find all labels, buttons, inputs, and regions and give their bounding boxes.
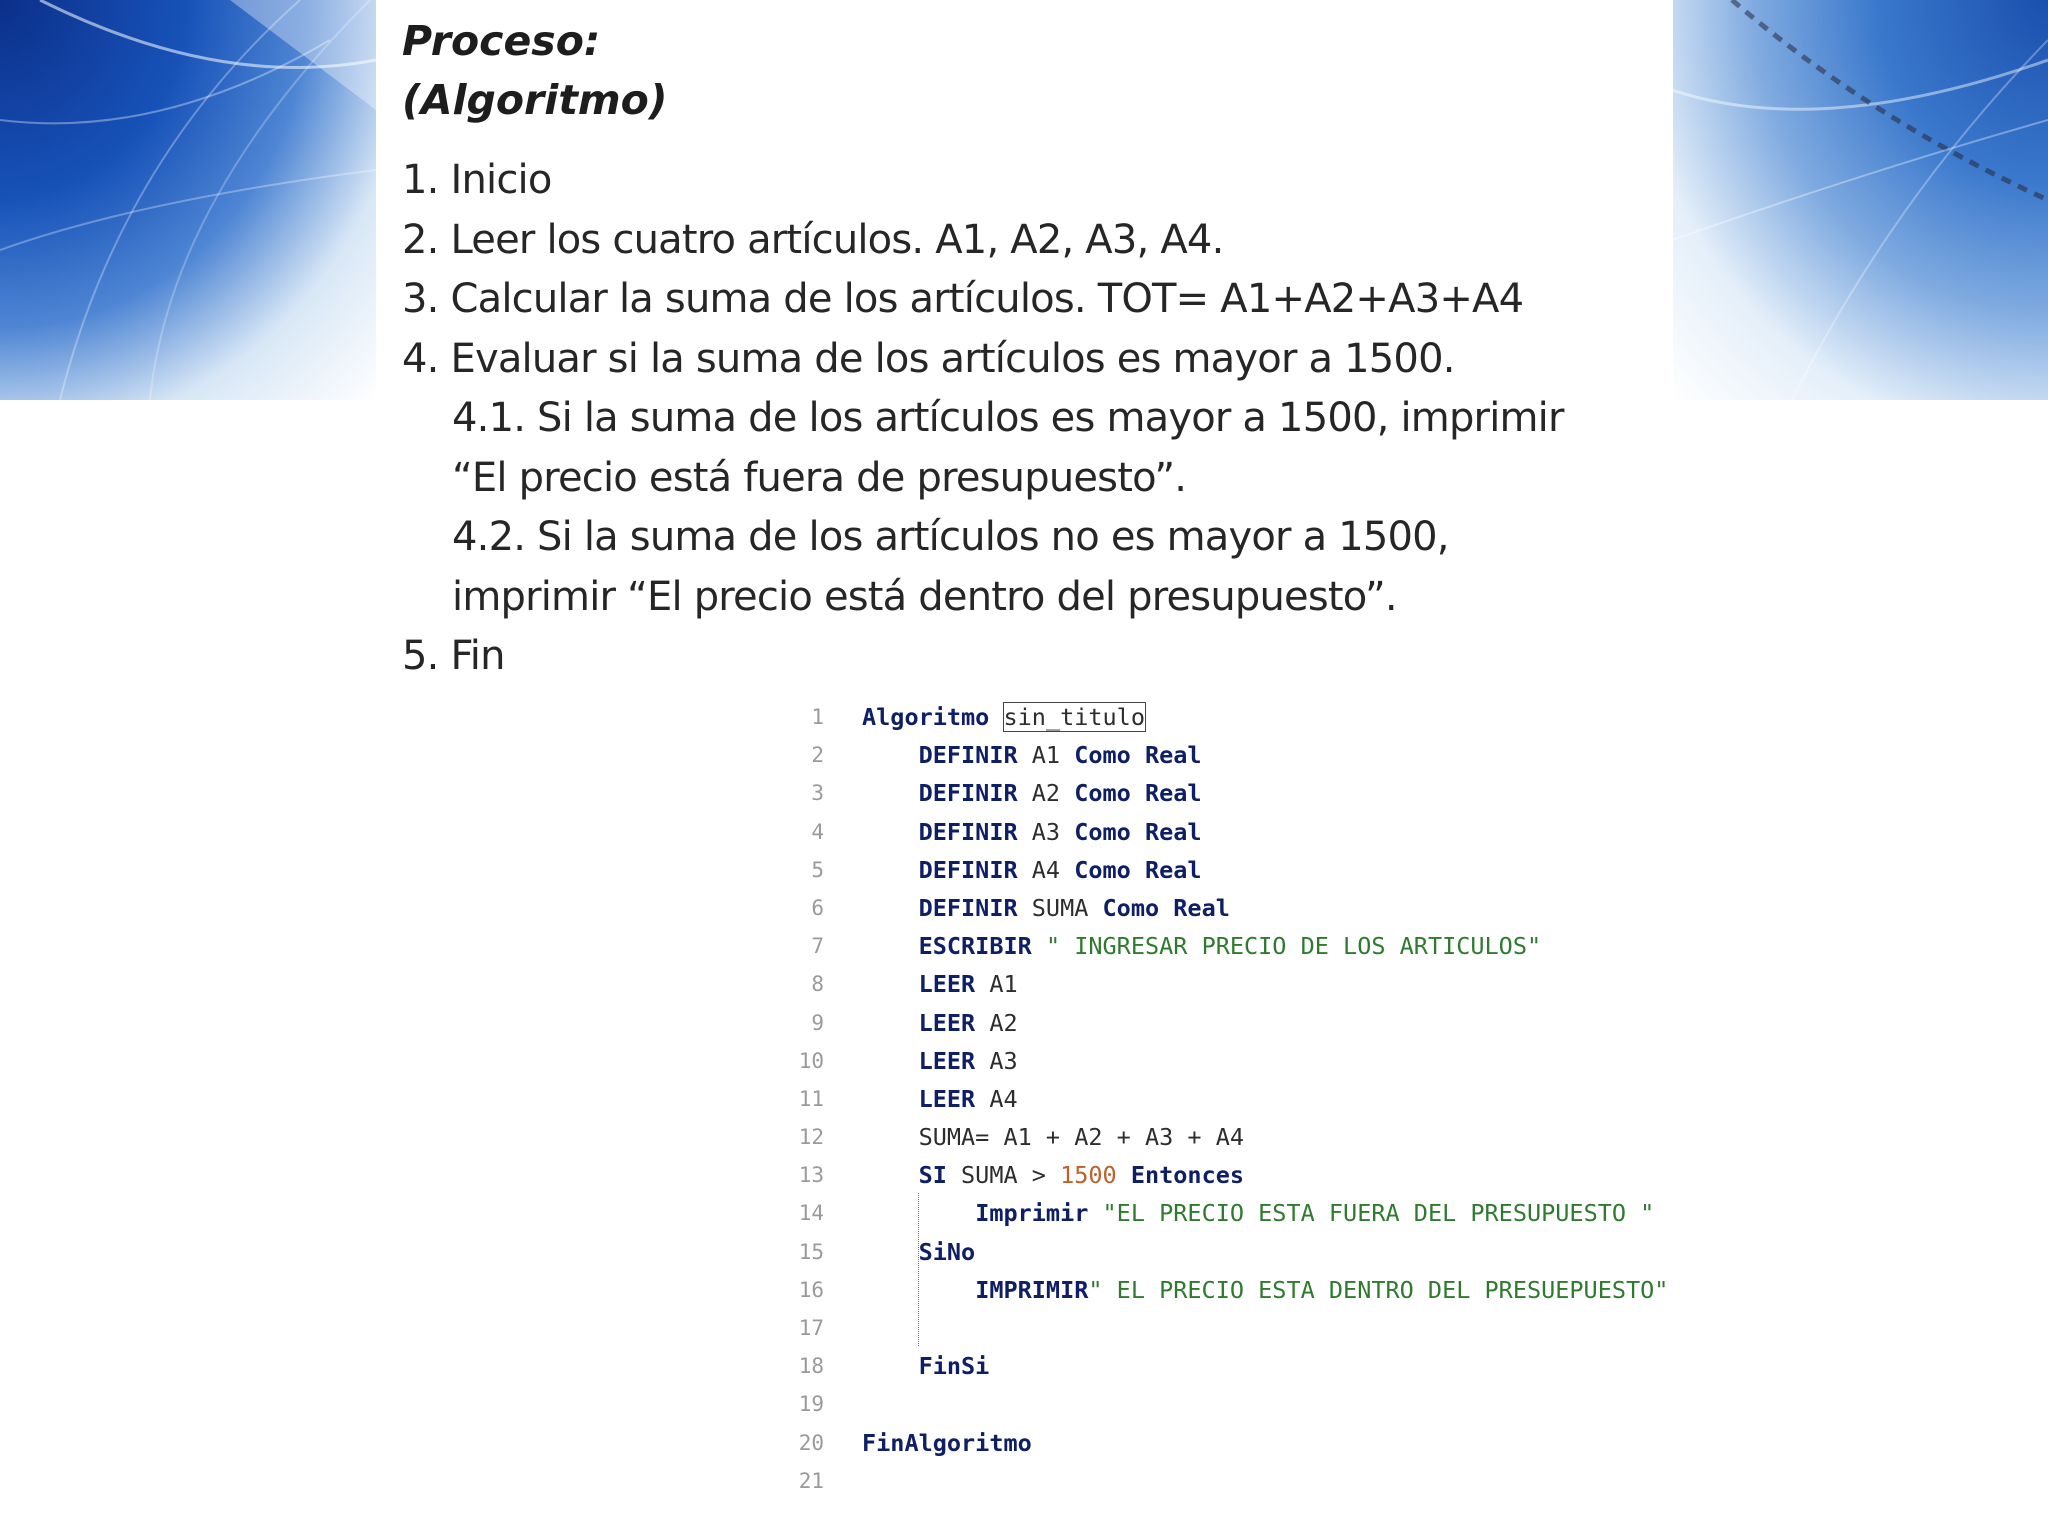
code-text	[862, 1271, 1668, 1309]
code-token	[862, 1085, 919, 1113]
keyword-token: Imprimir	[975, 1199, 1089, 1228]
line-number: 2	[811, 743, 824, 768]
keyword-token: ESCRIBIR	[918, 932, 1032, 961]
keyword-token: Como Real	[1074, 779, 1202, 808]
keyword-token: FinAlgoritmo	[862, 1428, 1032, 1457]
code-token	[862, 1238, 919, 1266]
code-line	[790, 813, 1690, 851]
code-token: A2	[975, 1008, 1018, 1037]
slide-title	[402, 12, 668, 130]
step-line: 1. Inicio	[402, 157, 552, 203]
keyword-token: DEFINIR	[918, 779, 1018, 808]
keyword-token: Como Real	[1074, 855, 1202, 884]
keyword-token: DEFINIR	[918, 855, 1018, 884]
step-line: 3. Calcular la suma de los artículos. TOT= A1+A2+A3+A4	[402, 276, 1524, 322]
code-token: SUMA >	[946, 1161, 1061, 1190]
title-line: Proceso:	[402, 17, 601, 65]
globe-graphic	[0, 0, 376, 400]
code-text	[862, 1347, 989, 1385]
line-number: 10	[798, 1048, 824, 1073]
code-token	[1088, 1199, 1102, 1227]
line-number: 3	[811, 781, 824, 806]
line-number: 15	[798, 1239, 824, 1264]
code-line	[790, 1424, 1690, 1462]
code-text	[862, 1042, 1018, 1080]
code-token	[862, 856, 919, 884]
code-text	[862, 698, 1145, 736]
code-line	[790, 927, 1690, 965]
code-line	[790, 889, 1690, 927]
code-token: SUMA= A1 + A2 + A3 + A4	[862, 1123, 1245, 1152]
code-line	[790, 965, 1690, 1003]
code-token	[1032, 932, 1046, 960]
code-line	[790, 1347, 1690, 1385]
code-token	[862, 1352, 919, 1380]
code-line	[790, 1004, 1690, 1042]
number-token: 1500	[1060, 1161, 1117, 1190]
code-token	[862, 779, 919, 807]
code-token	[1117, 1161, 1131, 1189]
chain-graphic	[1672, 0, 2048, 400]
line-number: 18	[798, 1354, 824, 1379]
code-token	[862, 818, 919, 846]
keyword-token: DEFINIR	[918, 893, 1018, 922]
keyword-token: SiNo	[918, 1237, 976, 1266]
step-line: 5. Fin	[402, 633, 505, 679]
pseint-code-panel	[790, 698, 1690, 1500]
code-line	[790, 1309, 1690, 1347]
code-token	[862, 894, 919, 922]
code-token	[862, 1009, 919, 1037]
title-line: (Algoritmo)	[402, 76, 668, 124]
sub-step-line: 4.1. Si la suma de los artículos es mayor a 1500, imprimir	[452, 395, 1564, 441]
keyword-token: Como Real	[1074, 817, 1202, 846]
code-token: A4	[975, 1084, 1018, 1113]
keyword-token: LEER	[918, 970, 976, 999]
line-number: 1	[811, 705, 824, 729]
background-decoration-left	[0, 0, 376, 400]
code-line	[790, 736, 1690, 774]
block-indent-guide	[918, 1193, 919, 1346]
line-number: 6	[811, 895, 824, 920]
line-number: 5	[811, 857, 824, 882]
code-text	[862, 774, 1202, 812]
code-line	[790, 1118, 1690, 1156]
code-text	[862, 1424, 1032, 1462]
code-token: A3	[975, 1046, 1018, 1075]
code-text	[862, 965, 1018, 1003]
step-line: 4. Evaluar si la suma de los artículos es mayor a 1500.	[402, 335, 1455, 382]
keyword-token: SI	[918, 1161, 947, 1190]
code-text	[862, 889, 1230, 927]
code-line	[790, 1042, 1690, 1080]
selected-identifier[interactable]: sin_titulo	[1003, 703, 1145, 731]
code-token: A4	[1017, 855, 1075, 884]
keyword-token: Como Real	[1074, 741, 1202, 770]
sub-step-line: 4.2. Si la suma de los artículos no es mayor a 1500,	[452, 514, 1449, 560]
code-token: SUMA	[1017, 893, 1103, 922]
line-number: 9	[811, 1010, 824, 1035]
sub-step-line: “El precio está fuera de presupuesto”.	[452, 454, 1187, 501]
code-line	[790, 1385, 1690, 1423]
keyword-token: LEER	[918, 1084, 976, 1113]
code-line	[790, 1271, 1690, 1309]
line-number: 7	[811, 934, 824, 959]
keyword-token: Algoritmo	[862, 703, 990, 731]
line-number: 8	[811, 972, 824, 997]
code-token: A1	[975, 970, 1018, 999]
line-number: 20	[798, 1430, 824, 1455]
sub-step-line: imprimir “El precio está dentro del presupuesto”.	[452, 573, 1397, 620]
code-token	[862, 970, 919, 998]
code-text	[862, 1080, 1018, 1118]
keyword-token: Como Real	[1102, 893, 1230, 922]
line-number: 4	[811, 819, 824, 844]
code-text	[862, 813, 1202, 851]
code-line	[790, 1080, 1690, 1118]
keyword-token: Entonces	[1130, 1161, 1245, 1190]
step-line: 2. Leer los cuatro artículos. A1, A2, A3, A4.	[402, 216, 1224, 263]
code-line	[790, 1233, 1690, 1271]
background-decoration-right	[1672, 0, 2048, 400]
string-token: " EL PRECIO ESTA DENTRO DEL PRESUEPUESTO"	[1088, 1275, 1669, 1304]
line-number: 21	[798, 1468, 824, 1493]
code-line	[790, 1462, 1690, 1500]
code-token	[862, 1047, 919, 1075]
code-token	[862, 932, 919, 960]
code-text	[862, 1004, 1018, 1042]
keyword-token: FinSi	[918, 1352, 990, 1381]
algorithm-steps-list	[402, 151, 1662, 687]
line-number: 11	[798, 1086, 824, 1111]
code-line	[790, 1156, 1690, 1194]
keyword-token: IMPRIMIR	[975, 1275, 1089, 1304]
keyword-token: LEER	[918, 1008, 976, 1037]
code-token	[989, 703, 1003, 731]
code-text	[862, 736, 1202, 774]
code-text	[862, 1194, 1654, 1232]
code-token: A2	[1017, 779, 1075, 808]
code-line	[790, 698, 1690, 736]
line-number: 19	[798, 1392, 824, 1417]
code-token: A1	[1017, 741, 1075, 770]
code-token: A3	[1017, 817, 1075, 846]
code-line	[790, 1194, 1690, 1232]
code-line	[790, 851, 1690, 889]
string-token: " INGRESAR PRECIO DE LOS ARTICULOS"	[1045, 932, 1542, 961]
line-number: 17	[798, 1316, 824, 1340]
keyword-token: DEFINIR	[918, 817, 1018, 846]
line-number: 12	[798, 1125, 824, 1150]
line-number: 16	[798, 1277, 824, 1302]
code-text	[862, 1118, 1244, 1156]
code-token	[862, 741, 919, 769]
keyword-token: DEFINIR	[918, 741, 1018, 770]
code-token	[862, 1161, 919, 1189]
line-number: 14	[798, 1201, 824, 1226]
string-token: "EL PRECIO ESTA FUERA DEL PRESUPUESTO "	[1102, 1199, 1655, 1228]
line-number: 13	[798, 1163, 824, 1188]
code-line	[790, 774, 1690, 812]
code-text	[862, 851, 1202, 889]
code-text	[862, 1156, 1244, 1194]
keyword-token: LEER	[918, 1046, 976, 1075]
code-text	[862, 927, 1541, 965]
